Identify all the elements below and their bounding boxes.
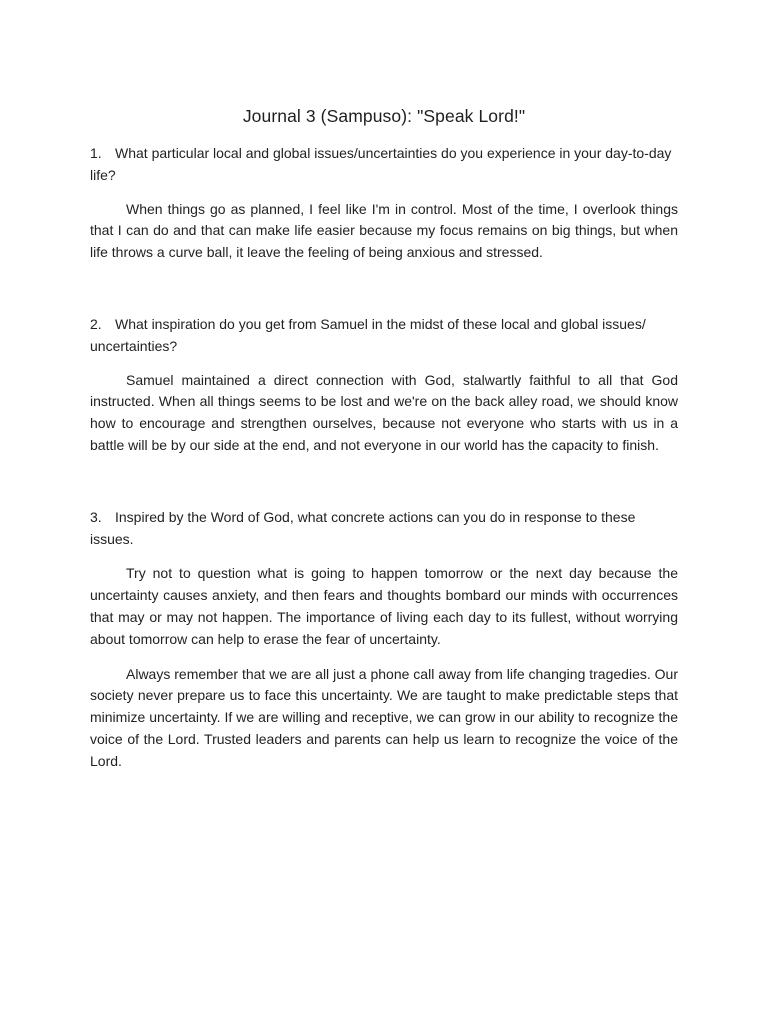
question-1	[90, 143, 678, 187]
question-number: 3.	[90, 508, 102, 525]
question-text: What particular local and global issues/uncertainties do you experience in your day-to-day life?	[90, 145, 672, 183]
question-2	[90, 314, 678, 358]
question-number: 1.	[90, 145, 102, 161]
answer-2: Samuel maintained a direct connection with God, stalwartly faithful to all that God instructed. When all things seems to be lost and we're on the back alley road, we should know how to encourage and strengthen ourselves, because not everyone who starts with us in a battle will be by our side at the end, and not everyone in our world has the capacity to finish.	[90, 371, 678, 453]
answer-1: When things go as planned, I feel like I'm in control. Most of the time, I overlook things that I can do and that can make life easier because my focus remains on big things, but when life throws a curve ball, it leave the feeling of being anxious and stressed.	[90, 200, 678, 261]
question-3	[90, 507, 678, 551]
page-title: Journal 3 (Sampuso): "Speak Lord!"	[242, 106, 526, 126]
answer-3-paragraph-2: Always remember that we are all just a phone call away from life changing tragedies. Our society never prepare us to face this uncertainty. We are taught to make predictable steps that minimize uncertainty. If we are willing and receptive, we can grow in our ability to recognize the voice of the Lord. Trusted leaders and parents can help us learn to recognize the voice of the Lord.	[90, 665, 678, 769]
question-number: 2.	[90, 315, 102, 332]
question-text: What inspiration do you get from Samuel in the midst of these local and global issues/ uncertainties?	[90, 315, 646, 354]
document-body	[90, 143, 678, 773]
answer-3-paragraph-1: Try not to question what is going to happen tomorrow or the next day because the uncertainty causes anxiety, and then fears and thoughts bombard our minds with occurrences that may or may not happen. The importance of living each day to its fullest, without worrying about tomorrow can help to erase the fear of uncertainty.	[90, 565, 678, 647]
question-text: Inspired by the Word of God, what concrete actions can you do in response to these issues.	[90, 508, 636, 547]
